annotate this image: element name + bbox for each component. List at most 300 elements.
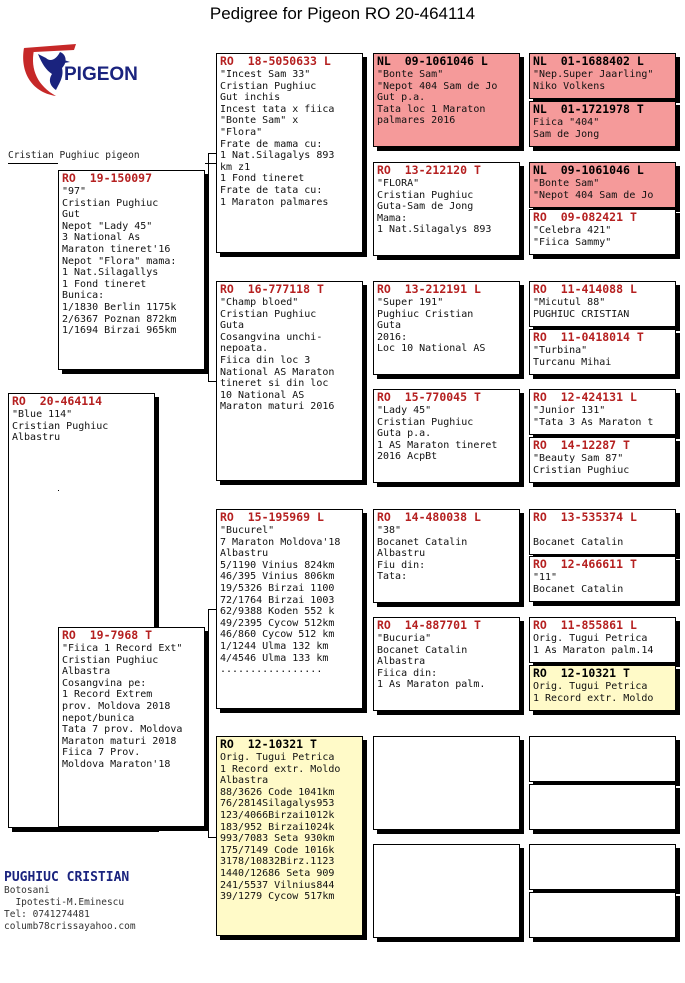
country-code: NL xyxy=(533,163,547,177)
ring-number xyxy=(217,282,362,296)
detail-line: Bocanet Catalin xyxy=(533,583,624,595)
detail-line: "Turbina" xyxy=(533,345,588,356)
country-code: RO xyxy=(12,394,26,408)
detail-line: nepoata. xyxy=(220,343,269,355)
sex-marker: L xyxy=(636,54,644,68)
connector-line xyxy=(208,609,209,837)
sex-marker: T xyxy=(473,618,481,632)
detail-line: Fiu din: xyxy=(377,559,426,571)
detail-line: ................. xyxy=(220,664,323,676)
country-code: RO xyxy=(220,282,234,296)
detail-line: "Super 191" xyxy=(377,297,444,308)
detail-line: 2016: xyxy=(377,331,408,343)
detail-line: 1 Maraton palmares xyxy=(220,196,329,208)
detail-line: 88/3626 Code 1041km xyxy=(220,786,335,798)
detail-line: Cristian Pughiuc xyxy=(220,308,317,320)
detail-line: "Fiica 1 Record Ext" xyxy=(62,643,183,654)
detail-line: Orig. Tugui Petrica xyxy=(220,752,335,763)
ring-id: 15-770045 xyxy=(404,390,468,404)
detail-line: 5/1190 Vinius 824km xyxy=(220,559,335,571)
detail-line: Cristian Pughiuc xyxy=(62,654,159,666)
country-code: RO xyxy=(220,737,234,751)
pigeon-details xyxy=(217,68,362,209)
pigeon-card-sddd xyxy=(529,437,676,483)
detail-line: Bocanet Catalin xyxy=(377,644,468,656)
ring-id: 09-082421 xyxy=(560,210,624,224)
sex-marker: T xyxy=(629,210,637,224)
pigeon-details xyxy=(374,296,519,356)
detail-line: "Incest Sam 33" xyxy=(220,69,311,80)
pigeon-card-empty-4 xyxy=(529,892,676,938)
detail-line: Turcanu Mihai xyxy=(533,356,612,368)
country-code: RO xyxy=(533,510,547,524)
detail-line: 1 AS Maraton tineret xyxy=(377,439,498,451)
detail-line: Cosangvina unchi- xyxy=(220,331,323,343)
detail-line: 1/1244 Ulma 132 km xyxy=(220,640,329,652)
detail-line: Bocanet Catalin xyxy=(377,536,468,548)
country-code: RO xyxy=(533,618,547,632)
detail-line: "Champ bloed" xyxy=(220,297,299,308)
breeder-name: PUGHIUC CRISTIAN xyxy=(4,870,130,885)
pigeon-details xyxy=(530,404,675,429)
pigeon-card-sdd xyxy=(373,389,520,483)
detail-line: 49/2395 Cycow 512km xyxy=(220,617,335,629)
country-code: RO xyxy=(377,390,391,404)
detail-line: "Bonte Sam" xyxy=(533,178,600,189)
detail-line: Moldova Maraton'18 xyxy=(62,758,171,770)
detail-line: Gut p.a. xyxy=(377,92,426,104)
sex-marker: L xyxy=(629,618,637,632)
sex-marker: T xyxy=(310,737,317,751)
pigeon-details xyxy=(59,185,204,338)
pigeon-details xyxy=(374,177,519,237)
pigeon-details xyxy=(530,524,675,549)
detail-line: Cristian Pughiuc xyxy=(220,80,317,92)
detail-line: 1 As Maraton palm. xyxy=(377,679,486,691)
pigeon-details xyxy=(530,116,675,141)
detail-line: Fiica 7 Prov. xyxy=(62,747,141,759)
country-code: RO xyxy=(533,390,547,404)
pigeon-card-empty-3 xyxy=(529,844,676,890)
pigeon-card-ddd-empty xyxy=(373,844,520,938)
ring-id: 20-464114 xyxy=(39,394,103,408)
ring-id: 09-1061046 xyxy=(560,163,630,177)
detail-line: Cristian Pughiuc xyxy=(62,197,159,209)
detail-line: Albastru xyxy=(377,548,426,560)
ring-id: 01-1721978 xyxy=(560,102,630,116)
ring-number xyxy=(530,102,675,116)
detail-line: Frate de mama cu: xyxy=(220,138,323,150)
connector-line xyxy=(208,609,216,610)
breeder-phone: Tel: 0741274481 xyxy=(4,909,90,920)
detail-line: 1 As Maraton palm.14 xyxy=(533,644,654,656)
detail-line: Guta xyxy=(377,320,402,332)
pigeon-card-sdss xyxy=(529,281,676,327)
detail-line: nepot/bunica xyxy=(62,712,135,724)
pigeon-details xyxy=(530,571,675,596)
country-code: NL xyxy=(377,54,391,68)
detail-line: Guta p.a. xyxy=(377,428,432,440)
ring-number xyxy=(530,210,675,224)
ring-id: 11-414088 xyxy=(560,282,624,296)
detail-line: Albastra xyxy=(220,775,269,787)
pigeon-card-dss xyxy=(373,509,520,603)
detail-line: 1 Nat.Silagalys 893 xyxy=(220,150,335,162)
detail-line: Frate de tata cu: xyxy=(220,184,323,196)
pigeon-card-sssd xyxy=(529,101,676,147)
pigeon-details xyxy=(530,177,675,202)
ring-id: 19-7968 xyxy=(89,628,139,642)
pigeon-card-dsss xyxy=(529,509,676,555)
detail-line: Orig. Tugui Petrica xyxy=(533,633,648,644)
detail-line: "Bucuria" xyxy=(377,633,432,644)
ring-id: 12-10321 xyxy=(247,737,304,751)
detail-line: "Bonte Sam" x xyxy=(220,115,299,127)
detail-line: Gut xyxy=(62,209,81,221)
detail-line: Cristian Pughiuc xyxy=(533,464,630,476)
detail-line: "Micutul 88" xyxy=(533,297,606,308)
pigeon-details xyxy=(374,632,519,692)
detail-line: 4/4546 Ulma 133 km xyxy=(220,652,329,664)
sex-marker: T xyxy=(473,390,481,404)
pigeon-logo xyxy=(16,40,136,105)
detail-line: 1 Fond tineret xyxy=(220,173,305,185)
pigeon-details xyxy=(530,296,675,321)
ring-number xyxy=(530,54,675,68)
sex-marker: T xyxy=(316,282,324,296)
pigeon-card-dsd xyxy=(373,617,520,711)
detail-line: Tata 7 prov. Moldova xyxy=(62,724,183,736)
detail-line: 993/7083 Seta 930km xyxy=(220,833,335,845)
detail-line: 10 National AS xyxy=(220,389,305,401)
sex-marker: L xyxy=(316,510,324,524)
ring-id: 11-855861 xyxy=(560,618,624,632)
detail-line: Loc 10 National AS xyxy=(377,343,486,355)
ring-number xyxy=(374,510,519,524)
ring-id: 14-887701 xyxy=(404,618,468,632)
pigeon-details xyxy=(217,296,362,414)
detail-line: 72/1764 Birzai 1003 xyxy=(220,594,335,606)
country-code: RO xyxy=(220,54,234,68)
detail-line: Fiica "404" xyxy=(533,117,600,128)
ring-id: 13-212191 xyxy=(404,282,468,296)
sex-marker: T xyxy=(629,557,637,571)
pigeon-details xyxy=(530,68,675,93)
pigeon-card-ss xyxy=(216,53,363,253)
connector-line xyxy=(205,163,216,164)
pigeon-details xyxy=(9,408,154,445)
sex-marker: T xyxy=(636,330,644,344)
pigeon-card-ssds xyxy=(529,162,676,208)
sex-marker: L xyxy=(473,510,481,524)
pigeon-card-dssd xyxy=(529,556,676,602)
detail-line xyxy=(533,525,672,537)
detail-line: Bunica: xyxy=(62,290,105,302)
page-title: Pedigree for Pigeon RO 20-464114 xyxy=(209,4,476,23)
detail-line: Cristian Pughiuc xyxy=(12,420,109,432)
detail-line: Fiica din: xyxy=(377,667,438,679)
detail-line: Guta-Sam de Jong xyxy=(377,201,474,213)
pigeon-details xyxy=(530,632,675,657)
pigeon-details xyxy=(530,224,675,249)
ring-id: 11-0418014 xyxy=(560,330,630,344)
detail-line: 183/952 Birzai1024k xyxy=(220,821,335,833)
detail-line: Albastra xyxy=(62,666,111,678)
ring-number xyxy=(217,54,362,68)
detail-line: 39/1279 Cycow 517km xyxy=(220,891,335,903)
detail-line: Guta xyxy=(220,320,245,332)
country-code: RO xyxy=(533,210,547,224)
detail-line: "97" xyxy=(62,186,87,197)
pigeon-card-ssdd xyxy=(529,209,676,255)
pigeon-card-dd xyxy=(216,736,363,936)
country-code: RO xyxy=(533,330,547,344)
detail-line: "Celebra 421" xyxy=(533,225,612,236)
detail-line: Sam de Jong xyxy=(533,128,600,140)
detail-line: 62/9388 Koden 552 k xyxy=(220,606,335,618)
connector-line xyxy=(208,153,216,154)
detail-line: tineret si din loc xyxy=(220,378,329,390)
detail-line: km z1 xyxy=(220,161,251,173)
ring-number xyxy=(9,394,154,408)
country-code: RO xyxy=(377,510,391,524)
detail-line: "Flora" xyxy=(220,126,263,138)
detail-line: Maraton maturi 2018 xyxy=(62,735,177,747)
country-code: RO xyxy=(220,510,234,524)
pigeon-details xyxy=(374,68,519,128)
detail-line: "Bonte Sam" xyxy=(377,69,444,80)
breeder-address: Ipotesti-M.Eminescu xyxy=(4,897,125,908)
pigeon-card-sss xyxy=(373,53,520,147)
pigeon-card-empty-1 xyxy=(529,736,676,782)
ring-id: 09-1061046 xyxy=(404,54,474,68)
ring-number xyxy=(217,510,362,524)
detail-line: Maraton maturi 2016 xyxy=(220,401,335,413)
detail-line: "Junior 131" xyxy=(533,405,606,416)
sex-marker: L xyxy=(480,54,488,68)
detail-line: "Nep.Super Jaarling" xyxy=(533,69,654,80)
detail-line: 123/4066Birzai1012k xyxy=(220,809,335,821)
pigeon-details xyxy=(217,524,362,677)
detail-line: Bocanet Catalin xyxy=(533,536,624,548)
sex-marker: L xyxy=(323,54,331,68)
ring-number xyxy=(374,618,519,632)
ring-number xyxy=(530,557,675,571)
connector-line xyxy=(205,163,206,164)
detail-line: Albastra xyxy=(377,656,426,668)
detail-line: 1 Record extr. Moldo xyxy=(533,692,654,704)
pigeon-card-dam xyxy=(58,627,205,827)
pigeon-details xyxy=(59,642,204,772)
ring-id: 12-424131 xyxy=(560,390,624,404)
sex-marker: T xyxy=(623,666,630,680)
ring-id: 13-535374 xyxy=(560,510,624,524)
detail-line: "Blue 114" xyxy=(12,409,73,420)
ring-number xyxy=(217,737,362,751)
country-code: RO xyxy=(377,618,391,632)
ring-id: 12-466611 xyxy=(560,557,624,571)
ring-id: 16-777118 xyxy=(247,282,311,296)
detail-line: 241/5537 Vilnius844 xyxy=(220,879,335,891)
connector-line xyxy=(208,837,216,838)
detail-line: "Beauty Sam 87" xyxy=(533,453,624,464)
detail-line: 2/6367 Poznan 872km xyxy=(62,313,177,325)
detail-line: "11" xyxy=(533,572,558,583)
detail-line: "Nepot 404 Sam de Jo xyxy=(377,80,498,92)
detail-line: 3 National As xyxy=(62,232,141,244)
detail-line: 1 Nat.Silagalys 893 xyxy=(377,224,492,236)
detail-line: 1 Fond tineret xyxy=(62,278,147,290)
pigeon-card-empty-2 xyxy=(529,784,676,830)
detail-line: "Tata 3 As Maraton t xyxy=(533,416,654,428)
ring-number xyxy=(374,163,519,177)
country-code: NL xyxy=(533,54,547,68)
sex-marker: L xyxy=(629,510,637,524)
detail-line: 1 Nat.Silagallys xyxy=(62,267,159,279)
sex-marker: T xyxy=(636,102,644,116)
detail-line: 19/5326 Birzai 1100 xyxy=(220,582,335,594)
breeder-email: columb78crissayahoo.com xyxy=(4,921,136,932)
sex-marker: T xyxy=(145,628,153,642)
detail-line: 1440/12686 Seta 909 xyxy=(220,867,335,879)
connector-line xyxy=(8,163,58,164)
detail-line: Albastru xyxy=(12,432,61,444)
pigeon-details xyxy=(217,751,362,904)
ring-id: 18-5050633 xyxy=(247,54,317,68)
sex-marker: L xyxy=(473,282,481,296)
ring-id: 19-150097 xyxy=(89,171,153,185)
detail-line: 46/860 Cycow 512 km xyxy=(220,629,335,641)
ring-number xyxy=(530,390,675,404)
ring-number xyxy=(59,171,204,185)
pigeon-card-ssd xyxy=(373,162,520,256)
detail-line: "Lady 45" xyxy=(377,405,432,416)
sex-marker: L xyxy=(629,390,637,404)
detail-line: Niko Volkens xyxy=(533,80,606,92)
pigeon-card-sdds xyxy=(529,389,676,435)
detail-line: Mama: xyxy=(377,212,408,224)
detail-line: Pughiuc Cristian xyxy=(377,308,474,320)
pigeon-details xyxy=(374,524,519,584)
country-code: RO xyxy=(377,163,391,177)
detail-line: 1 Record extr. Moldo xyxy=(220,763,341,775)
detail-line: 7 Maraton Moldova'18 xyxy=(220,536,341,548)
country-code: RO xyxy=(533,557,547,571)
detail-line: 1 Record Extrem xyxy=(62,689,153,701)
ring-number xyxy=(530,163,675,177)
sex-marker: T xyxy=(623,438,630,452)
pigeon-card-dsdd xyxy=(529,665,676,711)
country-code: RO xyxy=(533,282,547,296)
pigeon-card-sire xyxy=(58,170,205,370)
pigeon-card-dsds xyxy=(529,617,676,663)
ring-number xyxy=(59,628,204,642)
ring-number xyxy=(530,330,675,344)
detail-line: Albastru xyxy=(220,548,269,560)
pigeon-card-sds xyxy=(373,281,520,375)
detail-line: Cristian Pughiuc xyxy=(377,416,474,428)
ring-id: 15-195969 xyxy=(247,510,311,524)
ring-id: 13-212120 xyxy=(404,163,468,177)
sex-marker: L xyxy=(636,163,644,177)
detail-line: Nepot "Flora" mama: xyxy=(62,255,177,267)
ring-number xyxy=(374,282,519,296)
ring-id: 12-10321 xyxy=(560,666,617,680)
detail-line: Nepot "Lady 45" xyxy=(62,220,153,232)
detail-line: prov. Moldova 2018 xyxy=(62,700,171,712)
pigeon-card-sd xyxy=(216,281,363,481)
pigeon-card-dds-empty xyxy=(373,736,520,830)
detail-line: Maraton tineret'16 xyxy=(62,243,171,255)
sex-marker: T xyxy=(473,163,481,177)
ring-id: 01-1688402 xyxy=(560,54,630,68)
detail-line: 175/7149 Code 1016k xyxy=(220,844,335,856)
detail-line: National AS Maraton xyxy=(220,366,335,378)
detail-line: Orig. Tugui Petrica xyxy=(533,681,648,692)
ring-number xyxy=(530,438,675,452)
pigeon-card-sdsd xyxy=(529,329,676,375)
detail-line: 46/395 Vinius 806km xyxy=(220,571,335,583)
detail-line: Cristian Pughiuc xyxy=(377,189,474,201)
connector-line xyxy=(58,490,59,491)
connector-line xyxy=(208,153,209,381)
detail-line: palmares 2016 xyxy=(377,115,456,127)
detail-line: 1/1830 Berlin 1175k xyxy=(62,301,177,313)
connector-line xyxy=(208,381,216,382)
country-code: NL xyxy=(533,102,547,116)
detail-line: Tata loc 1 Maraton xyxy=(377,103,486,115)
pigeon-details xyxy=(530,680,675,705)
detail-line: 76/2814Silagalys953 xyxy=(220,798,335,810)
country-code: RO xyxy=(377,282,391,296)
country-code: RO xyxy=(533,666,547,680)
detail-line: Fiica din loc 3 xyxy=(220,354,311,366)
detail-line: Gut inchis xyxy=(220,92,281,104)
detail-line: "FLORA" xyxy=(377,178,420,189)
ring-number xyxy=(374,54,519,68)
detail-line: 1/1694 Birzai 965km xyxy=(62,325,177,337)
ring-number xyxy=(530,282,675,296)
detail-line: "Fiica Sammy" xyxy=(533,236,612,248)
detail-line: "Nepot 404 Sam de Jo xyxy=(533,189,654,201)
ring-number xyxy=(530,510,675,524)
owner-label: Cristian Pughiuc pigeon xyxy=(8,150,140,161)
sex-marker: L xyxy=(629,282,637,296)
pigeon-card-ds xyxy=(216,509,363,709)
pigeon-details xyxy=(374,404,519,464)
ring-id: 14-480038 xyxy=(404,510,468,524)
detail-line: Cosangvina pe: xyxy=(62,677,147,689)
ring-id: 14-12287 xyxy=(560,438,617,452)
country-code: RO xyxy=(62,628,76,642)
detail-line: PUGHIUC CRISTIAN xyxy=(533,308,630,320)
pigeon-details xyxy=(530,344,675,369)
country-code: RO xyxy=(533,438,547,452)
ring-number xyxy=(530,618,675,632)
pigeon-details xyxy=(530,452,675,477)
logo-text: PIGEON xyxy=(64,64,138,85)
pigeon-card-ssss xyxy=(529,53,676,99)
detail-line: "38" xyxy=(377,525,402,536)
detail-line: 3178/10832Birz.1123 xyxy=(220,856,335,868)
detail-line: Tata: xyxy=(377,571,408,583)
breeder-info xyxy=(4,870,136,933)
ring-number xyxy=(530,666,675,680)
detail-line: "Bucurel" xyxy=(220,525,275,536)
ring-number xyxy=(374,390,519,404)
detail-line: Incest tata x fiica xyxy=(220,103,335,115)
country-code: RO xyxy=(62,171,76,185)
